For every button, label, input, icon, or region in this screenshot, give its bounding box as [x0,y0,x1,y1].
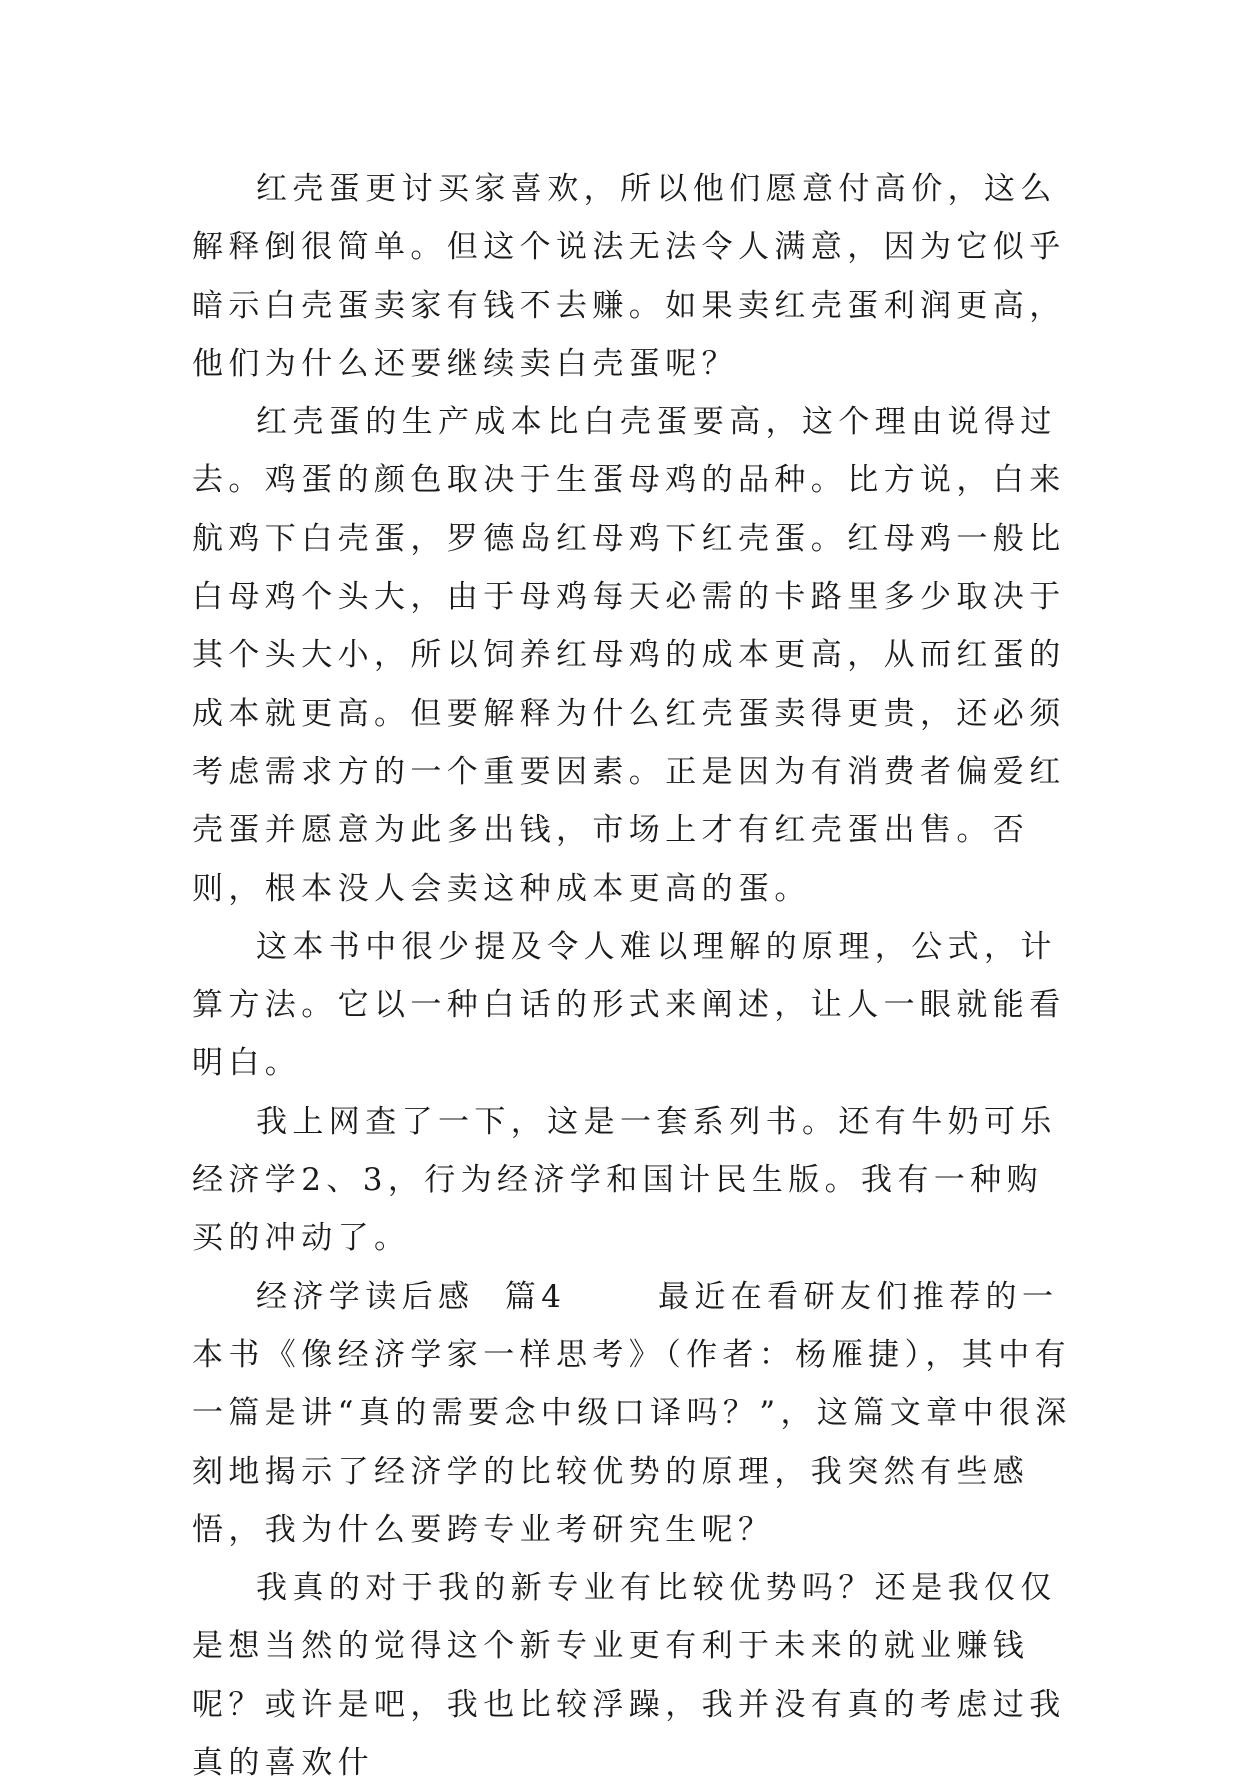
paragraph: 红壳蛋的生产成本比白壳蛋要高，这个理由说得过去。鸡蛋的颜色取决于生蛋母鸡的品种。比方说，白来航鸡下白壳蛋，罗德岛红母鸡下红壳蛋。红母鸡一般比白母鸡个头大，由于母鸡每天必需的卡路里多少取决于其个头大小，所以饲养红母鸡的成本更高，从而红蛋的成本就更高。但要解释为什么红壳蛋卖得更贵，还必须考虑需求方的一个重要因素。正是因为有消费者偏爱红壳蛋并愿意为此多出钱，市场上才有红壳蛋出售。否则，根本没人会卖这种成本更高的蛋。 [192,404,1066,907]
paragraph: 我真的对于我的新专业有比较优势吗？还是我仅仅是想当然的觉得这个新专业更有利于未来的就业赚钱呢？或许是吧，我也比较浮躁，我并没有真的考虑过我真的喜欢什 [192,1570,1066,1782]
paragraph: 我上网查了一下，这是一套系列书。还有牛奶可乐经济学2、3，行为经济学和国计民生版。我有一种购买的冲动了。 [192,1103,1057,1257]
paragraph: 经济学读后感 篇4 最近在看研友们推荐的一本书《像经济学家一样思考》（作者：杨雁捷），其中有一篇是讲“真的需要念中级口译吗？”，这篇文章中很深刻地揭示了经济学的比较优势的原理，我突然有些感悟，我为什么要跨专业考研究生呢？ [192,1278,1072,1548]
body-text [192,160,1072,1792]
paragraph: 红壳蛋更讨买家喜欢，所以他们愿意付高价，这么解释倒很简单。但这个说法无法令人满意，因为它似乎暗示白壳蛋卖家有钱不去赚。如果卖红壳蛋利润更高，他们为什么还要继续卖白壳蛋呢？ [192,171,1066,382]
paragraph: 这本书中很少提及令人难以理解的原理，公式，计算方法。它以一种白话的形式来阐述，让人一眼就能看明白。 [192,928,1066,1082]
